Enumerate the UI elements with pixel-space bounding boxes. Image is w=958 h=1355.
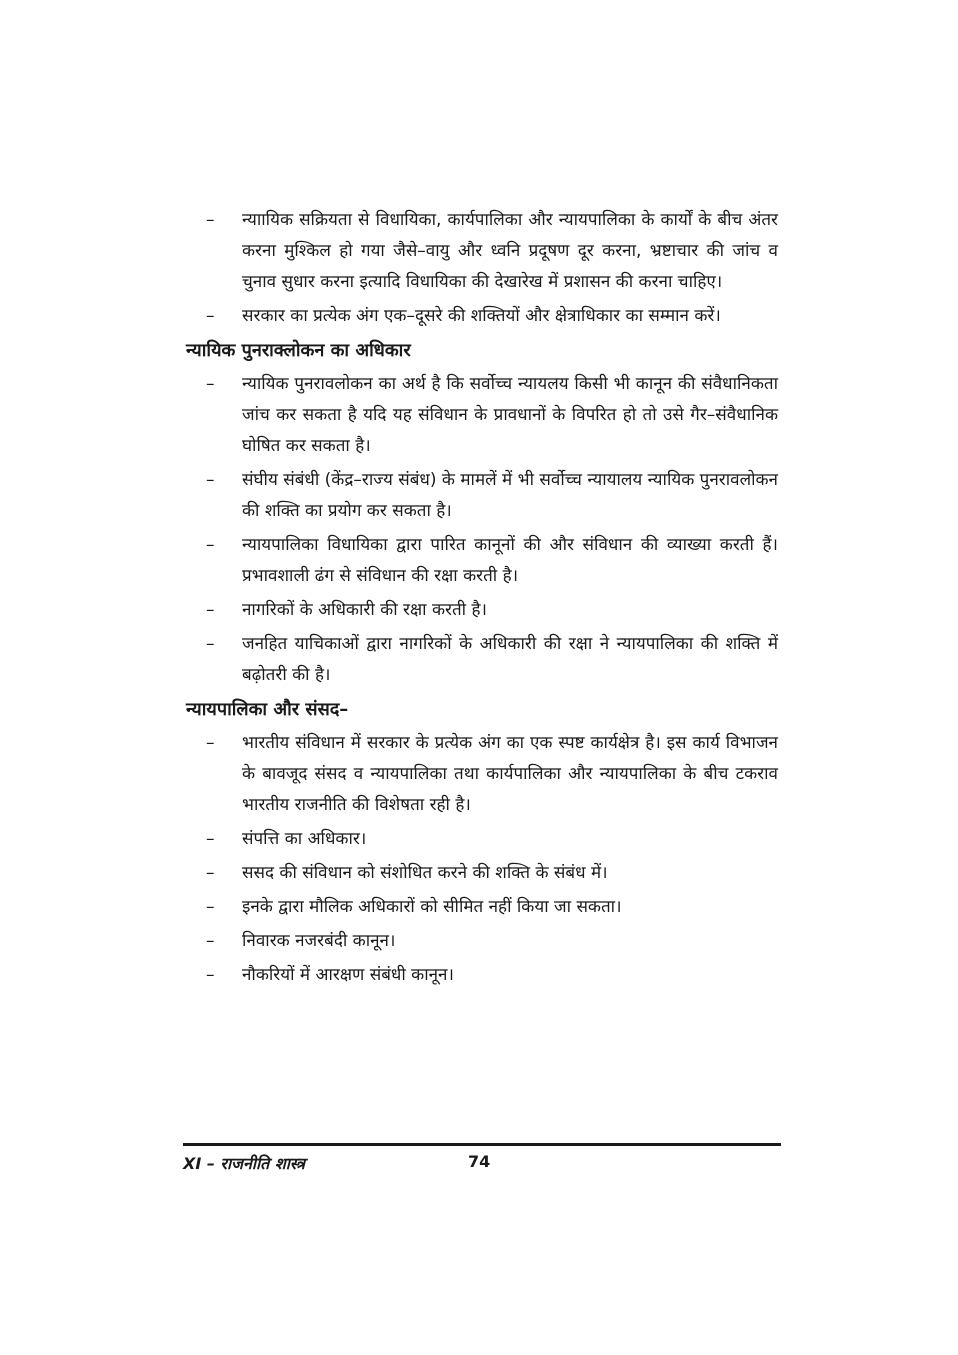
bullet-dash: – <box>206 470 215 490</box>
bullet-dash: – <box>206 210 215 230</box>
section-heading-judicial-review: न्यायिक पुनराक्लोकन का अधिकार <box>186 340 411 361</box>
list-item-text: नागरिकों के अधिकारी की रक्षा करती है। <box>242 600 487 620</box>
list-item <box>186 728 778 821</box>
list-item <box>186 530 778 592</box>
list-item <box>186 465 778 527</box>
list-item-text: भारतीय संविधान में सरकार के प्रत्येक अंग का एक स्पष्ट कार्यक्षेत्र है। इस कार्य विभाजन के बावजूद संसद व न्यायपालिका तथा कार्यपालिका और न्यायपालिका के बीच टकराव भारतीय राजनीति की विशेषता रही है। <box>242 733 778 815</box>
list-item <box>186 892 778 923</box>
list-item-text: न्यायपालिका विधायिका द्वारा पारित कानूनों की और संविधान की व्याख्या करती हैं। प्रभावशाली ढंग से संविधान की रक्षा करती है। <box>242 535 778 586</box>
bullet-dash: – <box>206 931 215 951</box>
list-item <box>186 369 778 462</box>
bullet-dash: – <box>206 965 215 985</box>
footer-divider <box>183 1143 781 1146</box>
bullet-dash: – <box>206 733 215 753</box>
bullet-dash: – <box>206 897 215 917</box>
list-item-text: संपत्ति का अधिकार। <box>242 829 367 849</box>
bullet-dash: – <box>206 306 215 326</box>
list-item-text: जनहित याचिकाओं द्वारा नागरिकों के अधिकारी की रक्षा ने न्यायपालिका की शक्ति में बढ़ोतरी की है। <box>242 634 778 685</box>
list-item-text: नौकरियों में आरक्षण संबंधी कानून। <box>242 965 454 985</box>
bullet-dash: – <box>206 374 215 394</box>
list-item <box>186 205 778 298</box>
list-item <box>186 301 778 332</box>
list-item <box>186 824 778 855</box>
bullet-dash: – <box>206 600 215 620</box>
list-item <box>186 595 778 626</box>
list-item <box>186 926 778 957</box>
list-item-text: न्यायिक पुनरावलोकन का अर्थ है कि सर्वोच्च न्यायलय किसी भी कानून की संवैधानिकता जांच कर सकता है यदि यह संविधान के प्रावधानों के विपरित हो तो उसे गैर–संवैधानिक घोषित कर सकता है। <box>242 374 778 456</box>
page-number: 74 <box>468 1152 491 1171</box>
list-item-text: न्याायिक सक्रियता से विधायिका, कार्यपालिका और न्यायपालिका के कार्यों के बीच अंतर करना मुश्किल हो गया जैसे–वायु और ध्वनि प्रदूषण दूर करना, भ्रष्टाचार की जांच व चुनाव सुधार करना इत्यादि विधायिका की देखारेख में प्रशासन की करना चाहिए। <box>242 210 778 292</box>
list-item-text: निवारक नजरबंदी कानून। <box>242 931 396 951</box>
bullet-dash: – <box>206 535 215 555</box>
list-item <box>186 629 778 691</box>
bullet-dash: – <box>206 829 215 849</box>
list-item-text: संघीय संबंधी (केंद्र–राज्य संबंध) के मामलें में भी सर्वोच्च न्यायालय न्यायिक पुनरावलोकन की शक्ति का प्रयोग कर सकता है। <box>242 470 778 521</box>
footer-subject: XI – राजनीति शास्त्र <box>183 1154 305 1173</box>
list-item-text: ससद की संविधान को संशोधित करने की शक्ति के संबंध में। <box>242 863 608 883</box>
list-item-text: सरकार का प्रत्येक अंग एक–दूसरे की शक्तियों और क्षेत्राधिकार का सम्मान करें। <box>242 306 721 326</box>
list-item <box>186 858 778 889</box>
bullet-dash: – <box>206 863 215 883</box>
page-content <box>186 205 778 994</box>
list-item-text: इनके द्वारा मौलिक अधिकारों को सीमित नहीं किया जा सकता। <box>242 897 622 917</box>
section-heading-judiciary-parliament: न्यायपालिका और संसद– <box>186 699 349 720</box>
bullet-dash: – <box>206 634 215 654</box>
list-item <box>186 960 778 991</box>
